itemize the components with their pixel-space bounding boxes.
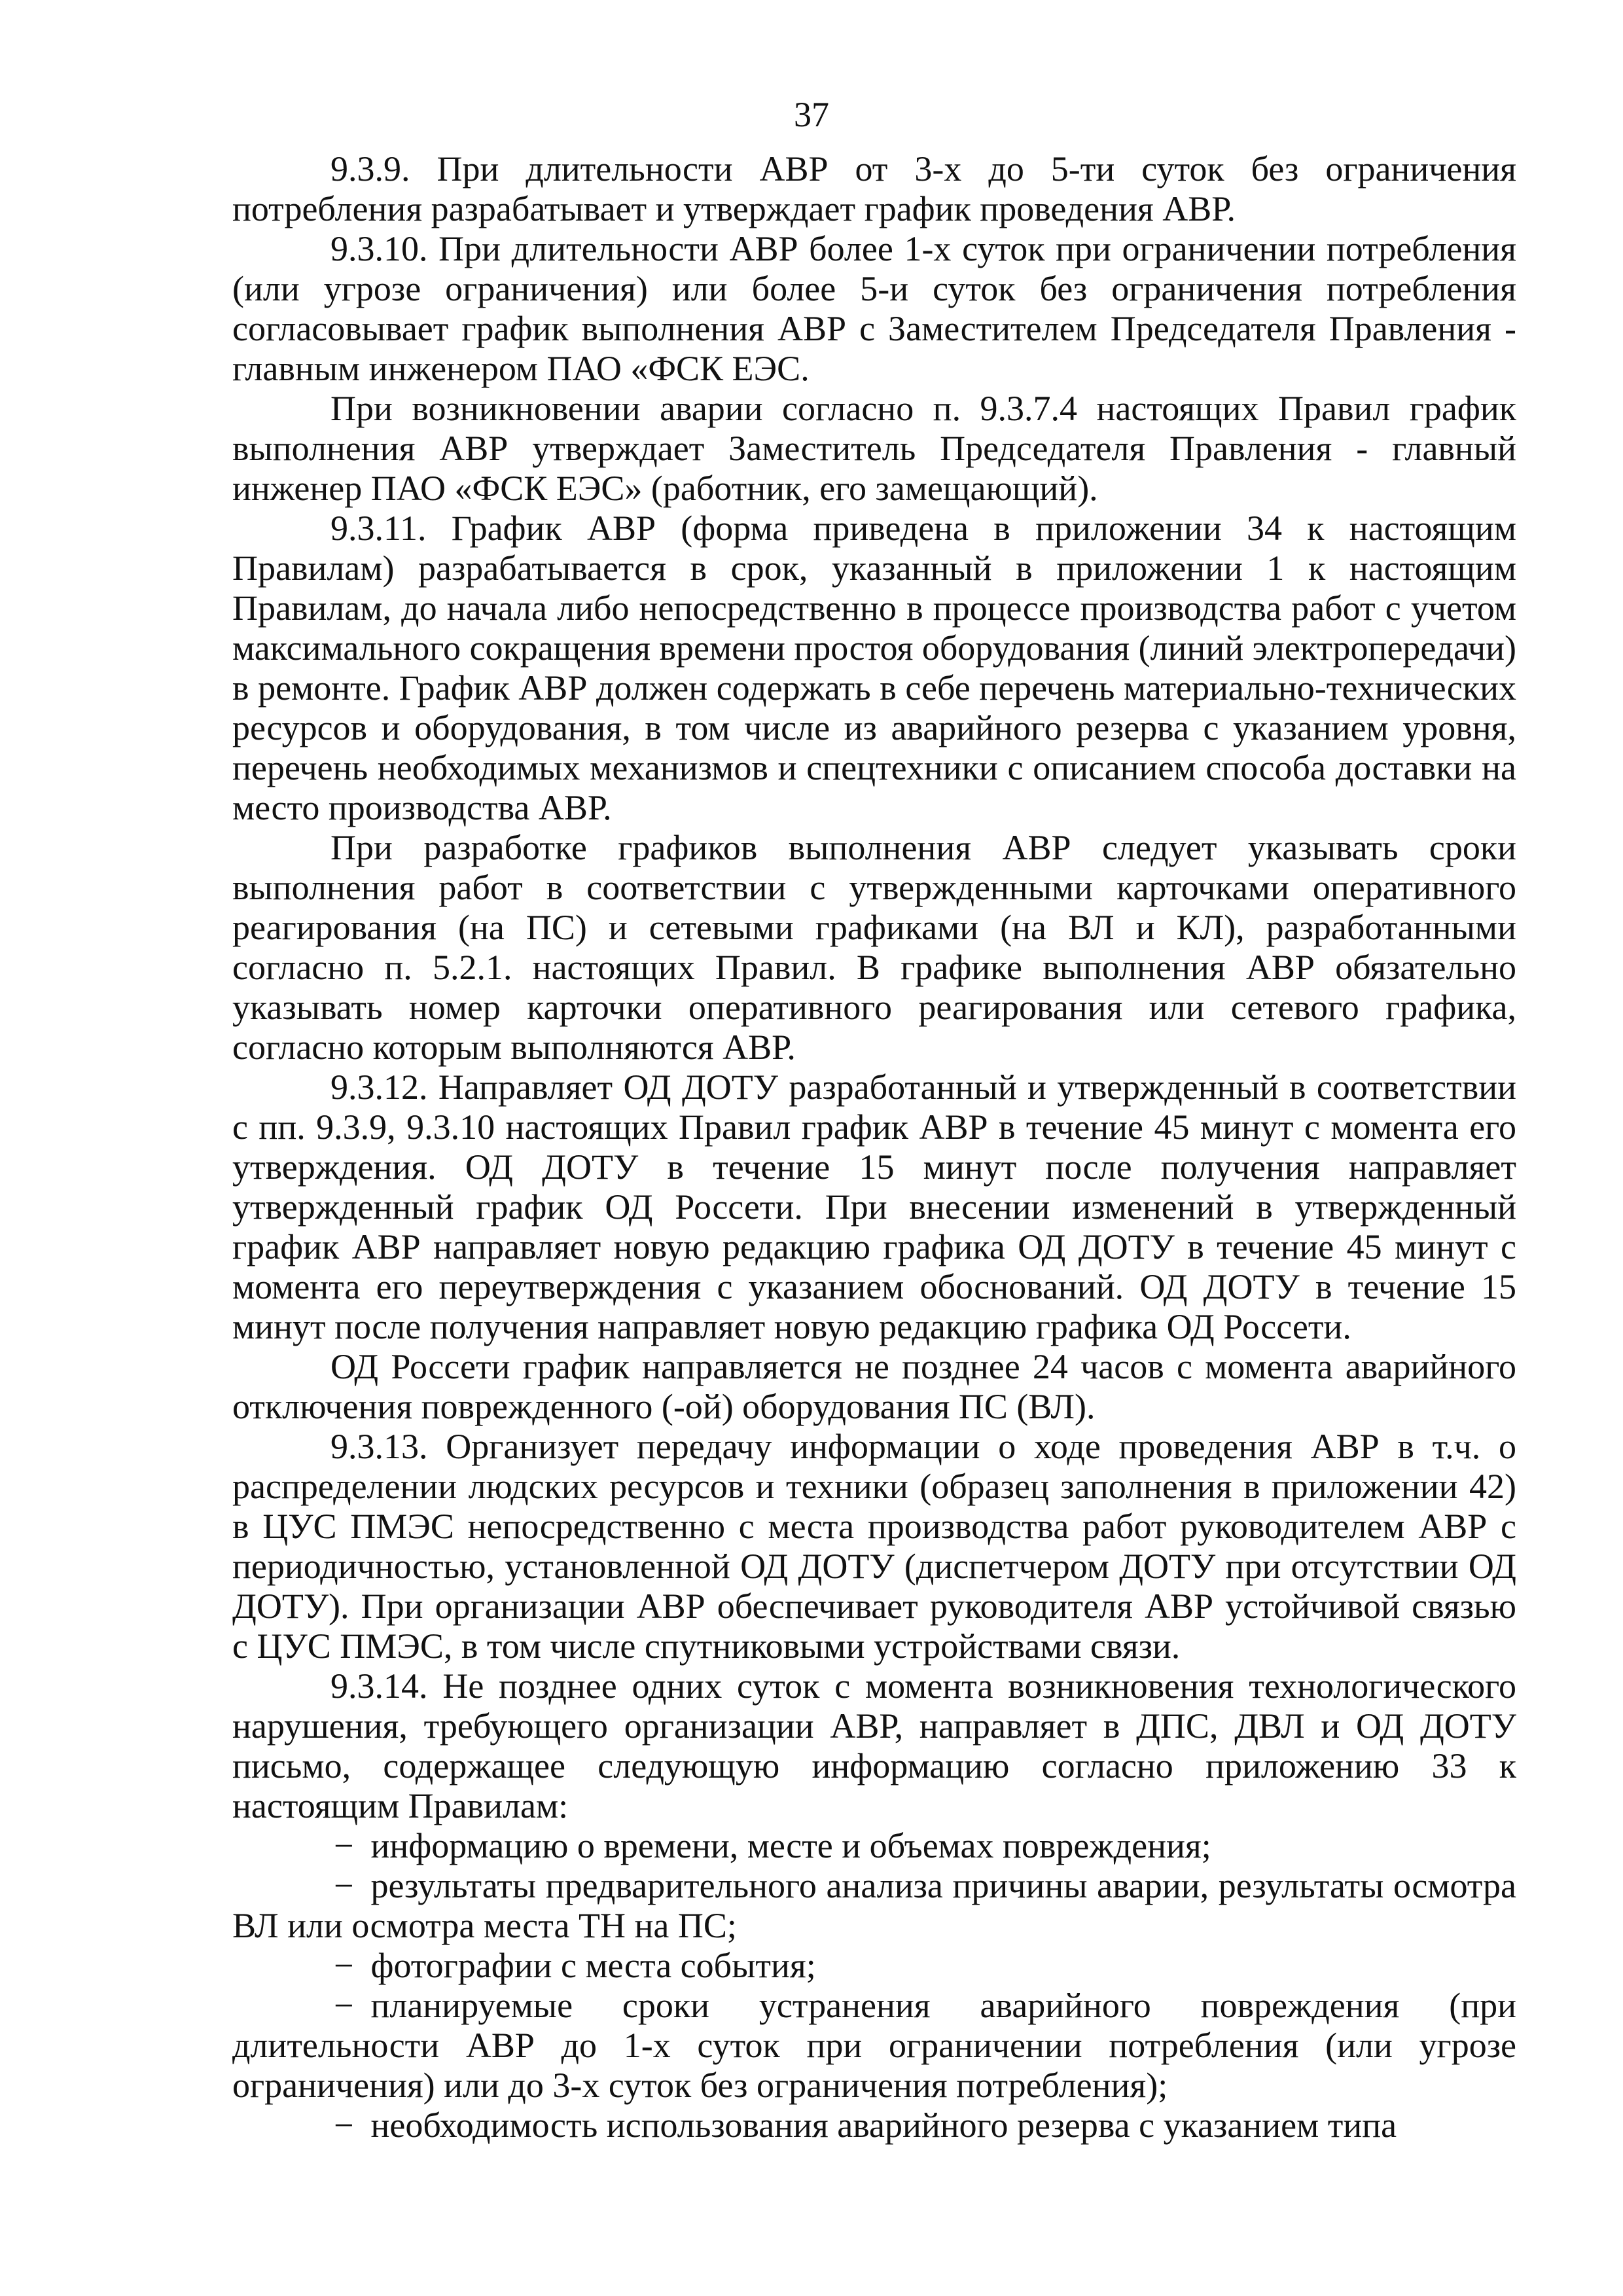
list-item-text: необходимость использования аварийного резерва с указанием типа bbox=[370, 2106, 1397, 2145]
paragraph-9-3-14: 9.3.14. Не позднее одних суток с момента возникновения технологического нарушения, требующего организации АВР, направляет в ДПС, ДВЛ и ОД ДОТУ письмо, содержащее следующую информацию согласно приложению 33 к настоящим Правилам: bbox=[232, 1666, 1516, 1825]
list-item-text: информацию о времени, месте и объемах повреждения; bbox=[370, 1826, 1211, 1865]
dash-marker: − bbox=[334, 1986, 354, 2025]
list-item-text: планируемые сроки устранения аварийного повреждения (при длительности АВР до 1-х суток при ограничении потребления (или угрозе ограничения) или до 3-х суток без ограничения потребления); bbox=[232, 1986, 1516, 2105]
dash-marker: − bbox=[334, 1946, 354, 1985]
paragraph-9-3-11: 9.3.11. График АВР (форма приведена в приложении 34 к настоящим Правилам) разрабатывается в срок, указанный в приложении 1 к настоящим Правилам, до начала либо непосредственно в процессе производства работ с учетом максимального сокращения времени простоя оборудования (линий электропередачи) в ремонте. График АВР должен содержать в себе перечень материально-технических ресурсов и оборудования, в том числе из аварийного резерва с указанием уровня, перечень необходимых механизмов и спецтехники с описанием способа доставки на место производства АВР. bbox=[232, 509, 1516, 827]
list-item bbox=[232, 1826, 1516, 1866]
list-item bbox=[232, 1866, 1516, 1946]
paragraph-approval: При возникновении аварии согласно п. 9.3.7.4 настоящих Правил график выполнения АВР утверждает Заместитель Председателя Правления - главный инженер ПАО «ФСК ЕЭС» (работник, его замещающий). bbox=[232, 389, 1516, 508]
paragraph-rosseti-schedule: ОД Россети график направляется не позднее 24 часов с момента аварийного отключения поврежденного (-ой) оборудования ПС (ВЛ). bbox=[232, 1347, 1516, 1426]
paragraph-9-3-9: 9.3.9. При длительности АВР от 3-х до 5-ти суток без ограничения потребления разрабатывает и утверждает график проведения АВР. bbox=[232, 149, 1516, 228]
paragraph-schedule-development: При разработке графиков выполнения АВР следует указывать сроки выполнения работ в соответствии с утвержденными карточками оперативного реагирования (на ПС) и сетевыми графиками (на ВЛ и КЛ), разработанными согласно п. 5.2.1. настоящих Правил. В графике выполнения АВР обязательно указывать номер карточки оперативного реагирования или сетевого графика, согласно которым выполняются АВР. bbox=[232, 828, 1516, 1067]
document-body bbox=[232, 149, 1516, 2145]
list-item bbox=[232, 1986, 1516, 2106]
list-item-text: фотографии с места события; bbox=[370, 1946, 816, 1985]
list-item bbox=[232, 1946, 1516, 1986]
paragraph-9-3-13: 9.3.13. Организует передачу информации о ходе проведения АВР в т.ч. о распределении людских ресурсов и техники (образец заполнения в приложении 42) в ЦУС ПМЭС непосредственно с места производства работ руководителем АВР с периодичностью, установленной ОД ДОТУ (диспетчером ДОТУ при отсутствии ОД ДОТУ). При организации АВР обеспечивает руководителя АВР устойчивой связью с ЦУС ПМЭС, в том числе спутниковыми устройствами связи. bbox=[232, 1427, 1516, 1666]
dash-marker: − bbox=[334, 1826, 354, 1865]
paragraph-9-3-12: 9.3.12. Направляет ОД ДОТУ разработанный и утвержденный в соответствии с пп. 9.3.9, 9.3.10 настоящих Правил график АВР в течение 45 минут с момента его утверждения. ОД ДОТУ в течение 15 минут после получения направляет утвержденный график ОД Россети. При внесении изменений в утвержденный график АВР направляет новую редакцию графика ОД ДОТУ в течение 45 минут с момента его переутверждения с указанием обоснований. ОД ДОТУ в течение 15 минут после получения направляет новую редакцию графика ОД Россети. bbox=[232, 1067, 1516, 1346]
dash-marker: − bbox=[334, 1866, 354, 1905]
dash-marker: − bbox=[334, 2106, 354, 2145]
list-item bbox=[232, 2106, 1516, 2145]
page-number: 37 bbox=[794, 95, 829, 134]
paragraph-9-3-10: 9.3.10. При длительности АВР более 1-х суток при ограничении потребления (или угрозе ограничения) или более 5-и суток без ограничения потребления согласовывает график выполнения АВР с Заместителем Председателя Правления - главным инженером ПАО «ФСК ЕЭС. bbox=[232, 229, 1516, 388]
list-item-text: результаты предварительного анализа причины аварии, результаты осмотра ВЛ или осмотра места ТН на ПС; bbox=[232, 1866, 1516, 1945]
